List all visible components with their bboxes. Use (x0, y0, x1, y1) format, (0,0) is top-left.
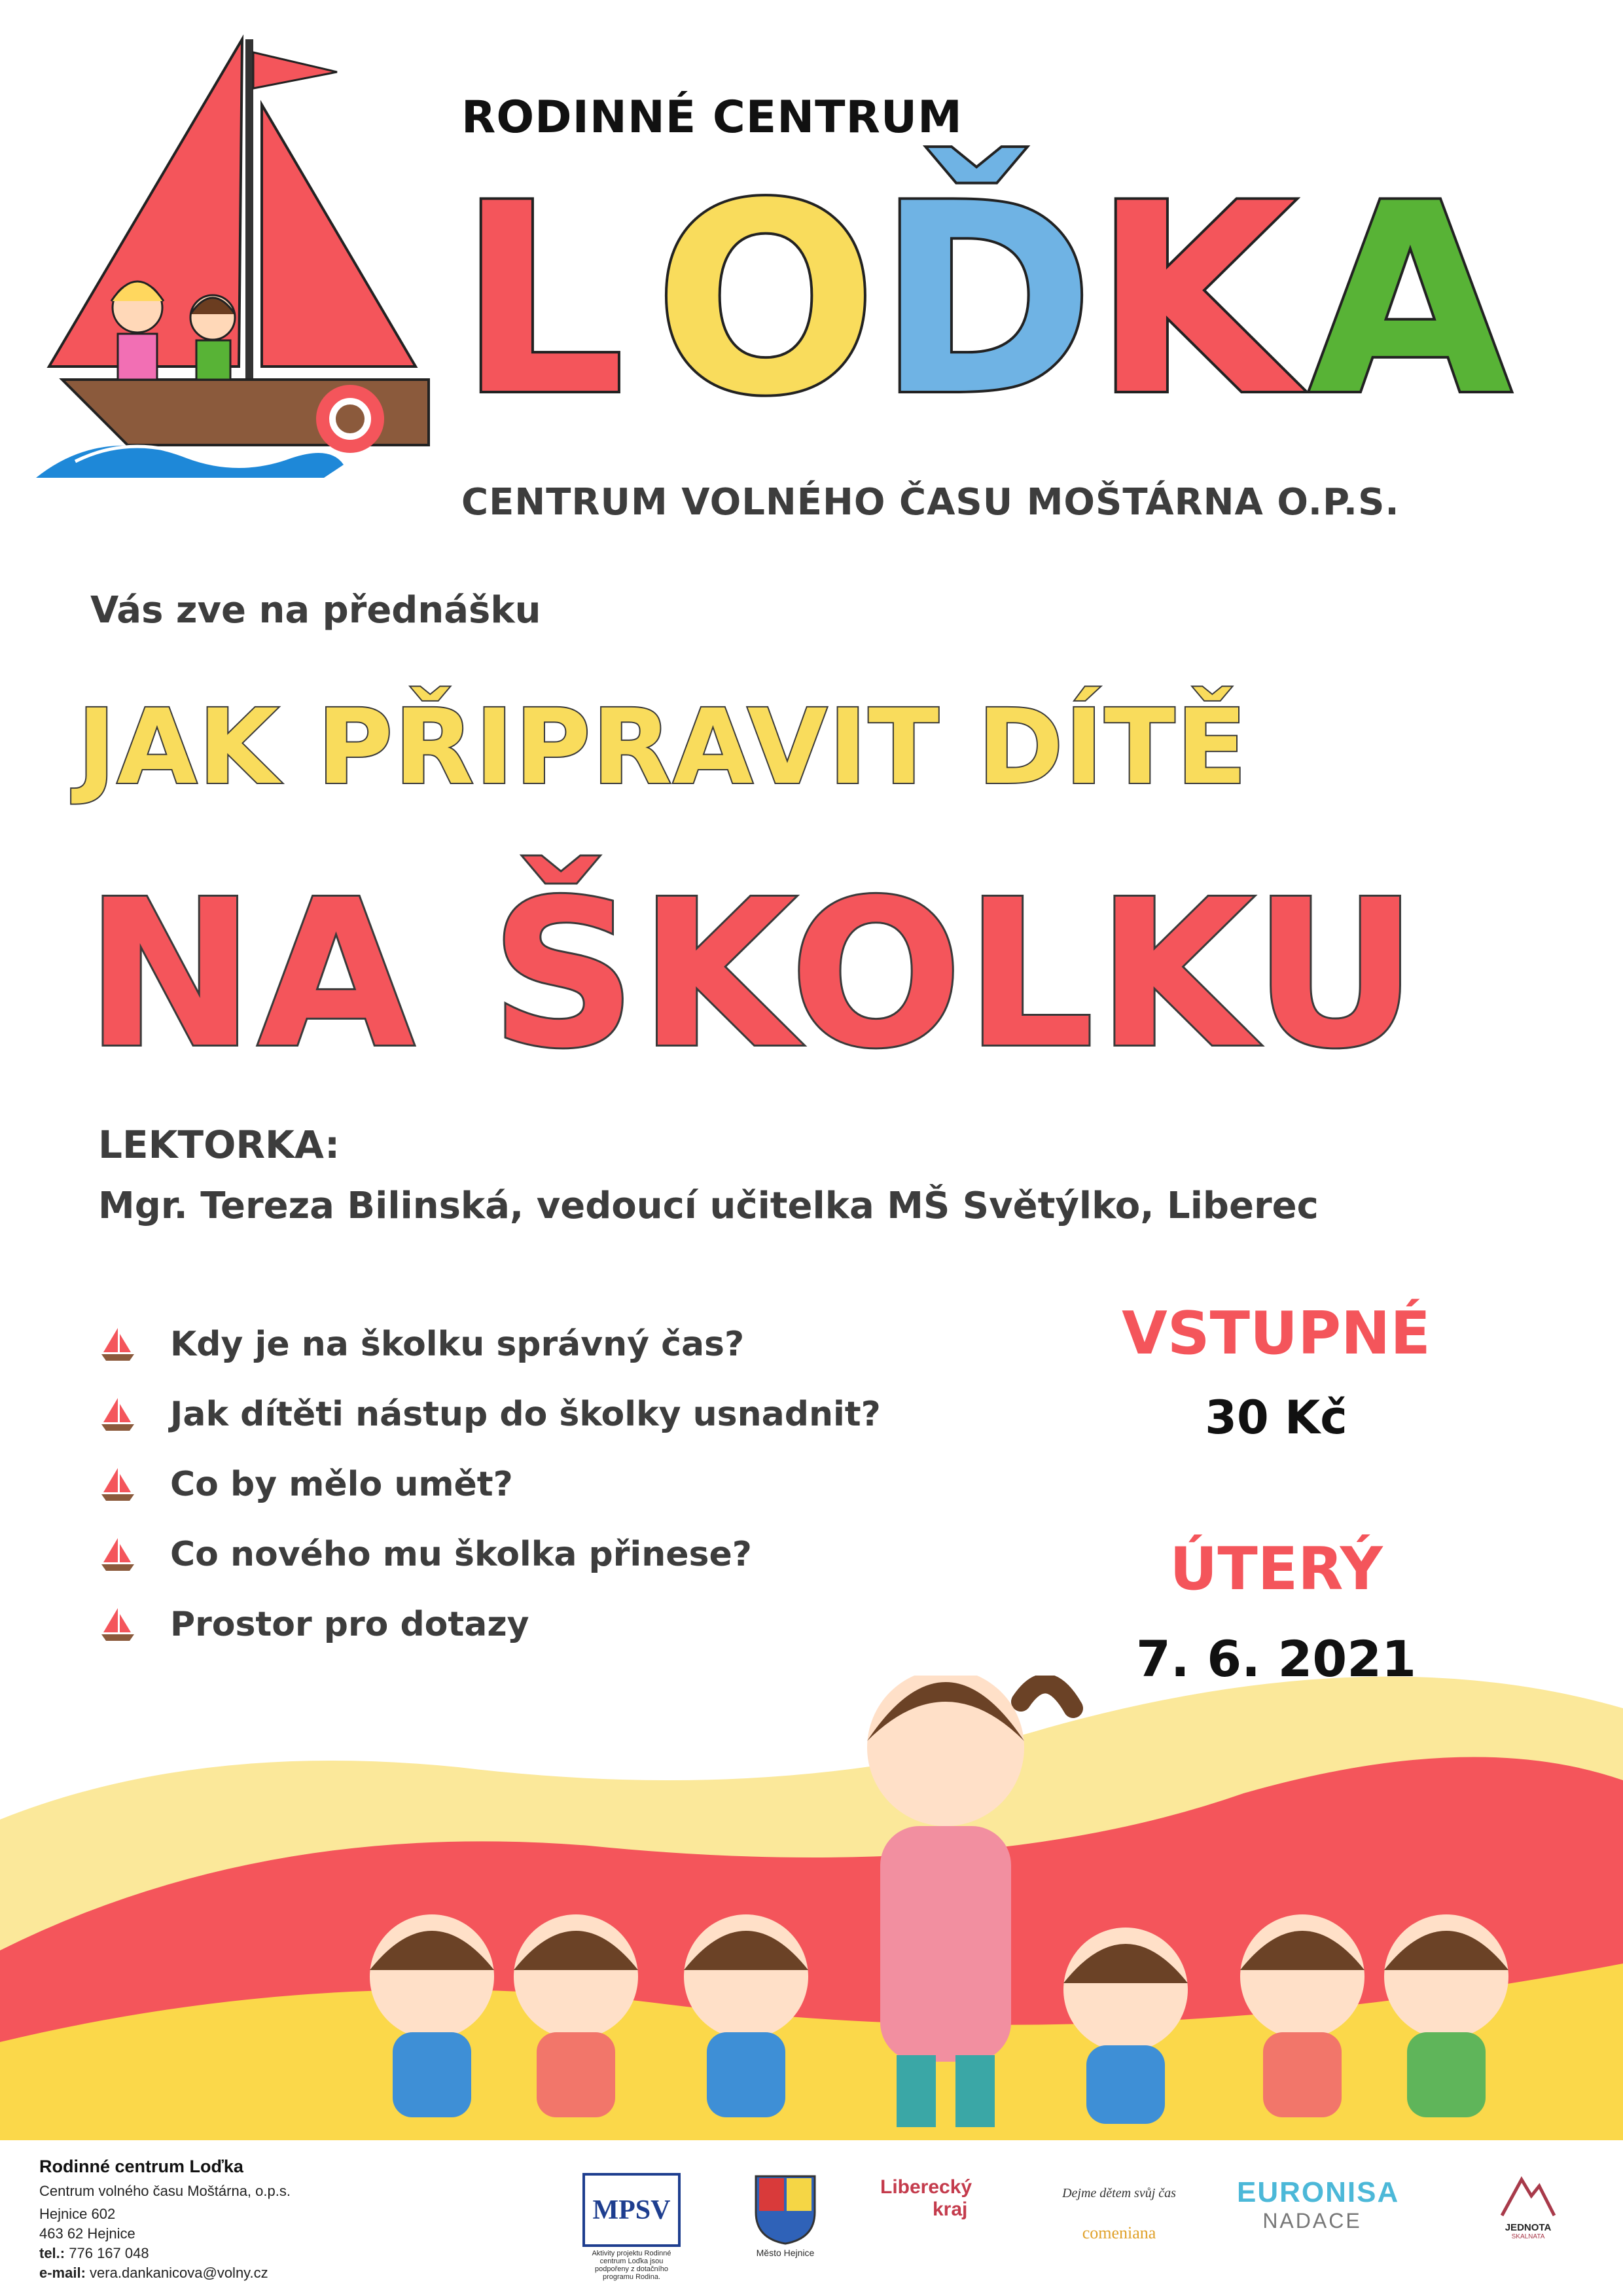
hejnice-caption: Město Hejnice (756, 2248, 815, 2258)
title-line-1: JAK PŘIPRAVIT DÍTĚ (77, 687, 1249, 808)
mpsv-note: Aktivity projektu Rodinné centrum Loďka jsou podpořeny z dotačního programu Rodina. (592, 2250, 671, 2281)
footer-line: Centrum volného času Moštárna, o.p.s. (39, 2183, 291, 2199)
brand-wordmark (458, 149, 1558, 453)
footer-line: 463 62 Hejnice (39, 2225, 135, 2242)
jednota-logo (1486, 2166, 1571, 2240)
footer-org-name: Rodinné centrum Loďka (39, 2157, 243, 2176)
sailboat-icon (98, 1465, 137, 1504)
brand-letter-1: L (458, 149, 625, 453)
euronisa-logo (1237, 2176, 1400, 2233)
mpsv-logo-text: MPSV (582, 2173, 681, 2247)
lecturer-label: LEKTORKA: (98, 1122, 340, 1167)
liberecky-line-2: kraj (933, 2198, 968, 2220)
topic-text: Co nového mu školka přinese? (170, 1534, 752, 1574)
comeniana-logo (1054, 2186, 1185, 2243)
liberecky-line-1: Liberecký (880, 2176, 972, 2198)
phone-value: 776 167 048 (69, 2245, 149, 2261)
topic-text: Co by mělo umět? (170, 1464, 513, 1504)
topic-text: Jak dítěti nástup do školky usnadnit? (170, 1394, 881, 1434)
sailboat-icon (98, 1325, 137, 1364)
phone-label: tel.: (39, 2245, 65, 2261)
topic-text: Kdy je na školku správný čas? (170, 1324, 745, 1364)
list-item (98, 1449, 1014, 1519)
topic-list (98, 1309, 1014, 1659)
comeniana-tagline: Dejme dětem svůj čas (1062, 2186, 1176, 2200)
crest-icon (753, 2173, 818, 2245)
email-value: vera.dankanicova@volny.cz (90, 2265, 268, 2281)
mountain-icon (1499, 2166, 1558, 2219)
brand-letter-3: Ď (877, 149, 1095, 453)
invite-text: Vás zve na přednášku (90, 589, 541, 632)
title-line-2: NA ŠKOLKU (85, 857, 1421, 1093)
euronisa-name: EURONISA (1237, 2176, 1400, 2208)
fee-label: VSTUPNÉ (1122, 1299, 1431, 1368)
jednota-sub: SKALNATA (1511, 2233, 1545, 2240)
brand-letter-5: A (1309, 149, 1512, 453)
org-name: RODINNÉ CENTRUM (461, 92, 963, 143)
brand-letter-4: K (1093, 149, 1296, 453)
footer-phone (39, 2245, 149, 2262)
fee-value: 30 Kč (1205, 1391, 1347, 1444)
euronisa-sub: NADACE (1262, 2209, 1362, 2233)
topic-text: Prostor pro dotazy (170, 1604, 529, 1644)
footer-email (39, 2265, 268, 2282)
liberecky-kraj-logo (880, 2176, 1005, 2221)
list-item (98, 1309, 1014, 1379)
footer-line: Hejnice 602 (39, 2206, 116, 2222)
list-item (98, 1519, 1014, 1589)
list-item (98, 1589, 1014, 1659)
boat-logo-icon (36, 26, 442, 478)
hejnice-crest (746, 2173, 825, 2258)
list-item (98, 1379, 1014, 1449)
event-date: 7. 6. 2021 (1136, 1630, 1416, 1688)
teacher-children-illustration (0, 1676, 1623, 2147)
sailboat-icon (98, 1395, 137, 1434)
comeniana-name: comeniana (1082, 2223, 1156, 2242)
brand-letter-2: O (654, 149, 878, 453)
sailboat-icon (98, 1605, 137, 1644)
email-label: e-mail: (39, 2265, 86, 2281)
org-subtitle: CENTRUM VOLNÉHO ČASU MOŠTÁRNA O.P.S. (461, 481, 1400, 524)
sailboat-icon (98, 1535, 137, 1574)
lecturer-name: Mgr. Tereza Bilinská, vedoucí učitelka MŠ Světýlko, Liberec (98, 1185, 1319, 1227)
jednota-name: JEDNOTA (1505, 2222, 1552, 2233)
mpsv-logo (582, 2173, 681, 2281)
event-day: ÚTERÝ (1169, 1535, 1383, 1604)
